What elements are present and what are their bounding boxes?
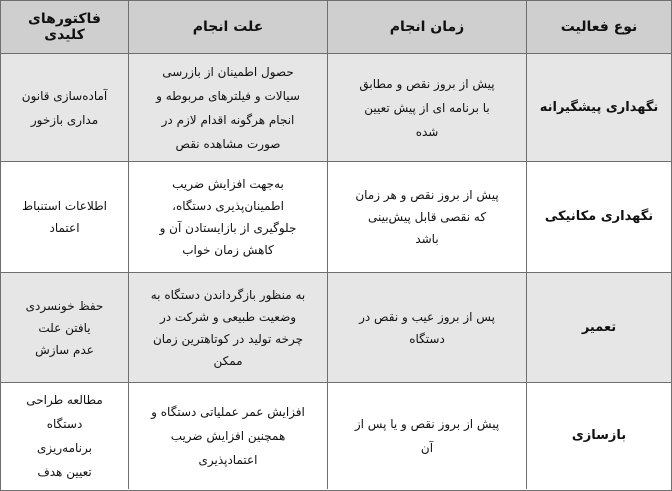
reason-cell: به‌جهت افزایش ضریب اطمینان‌پذیری دستگاه، جلوگیری از بازایستادن آن و کاهش زمان خواب bbox=[128, 162, 327, 272]
header-timing: زمان انجام bbox=[327, 1, 526, 53]
reason-cell: افزایش عمر عملیاتی دستگاه و همچنین افزایش ضریب اعتمادپذیری bbox=[128, 383, 327, 489]
key-factors-cell: مطالعه طراحی دستگاه برنامه‌ریزی تعیین هدف bbox=[26, 393, 103, 479]
table-row bbox=[1, 383, 671, 489]
activity-type-cell: بازسازی bbox=[526, 383, 671, 489]
activity-type-cell: نگهداری پیشگیرانه bbox=[526, 54, 671, 161]
reason-cell: به منظور بازگرداندن دستگاه به وضعیت طبیعی و شرکت در چرخه تولید در کوتاهترین زمان ممکن bbox=[128, 273, 327, 382]
activity-type-cell: تعمیر bbox=[526, 273, 671, 382]
key-factors-cell: اطلاعات استنباط اعتماد bbox=[22, 199, 107, 235]
header-activity-type: نوع فعالیت bbox=[526, 1, 671, 53]
header-key-factors: فاکتورهای کلیدی bbox=[28, 11, 101, 43]
activity-type-cell: نگهداری مکانیکی bbox=[526, 162, 671, 272]
reason-cell: حصول اطمینان از بازرسی سیالات و فیلترهای مربوطه و انجام هرگونه اقدام لازم در صورت مشاهده نقص bbox=[128, 54, 327, 161]
key-factors-cell: حفظ خونسردی یافتن علت عدم سازش bbox=[25, 298, 104, 357]
table-header-row bbox=[1, 1, 671, 54]
header-reason: علت انجام bbox=[128, 1, 327, 53]
timing-cell: پیش از بروز نقص و مطابق با برنامه ای از پیش تعیین شده bbox=[327, 54, 526, 161]
table-row bbox=[1, 54, 671, 162]
timing-cell: پیش از بروز نقص و یا پس از آن bbox=[327, 383, 526, 489]
table-row bbox=[1, 273, 671, 383]
timing-cell: پیش از بروز نقص و هر زمان که نقصی قابل پیش‌بینی باشد bbox=[327, 162, 526, 272]
timing-cell: پس از بروز عیب و نقص در دستگاه bbox=[327, 273, 526, 382]
table-row bbox=[1, 162, 671, 273]
key-factors-cell: آماده‌سازی قانون مداری بازخور bbox=[21, 88, 108, 127]
